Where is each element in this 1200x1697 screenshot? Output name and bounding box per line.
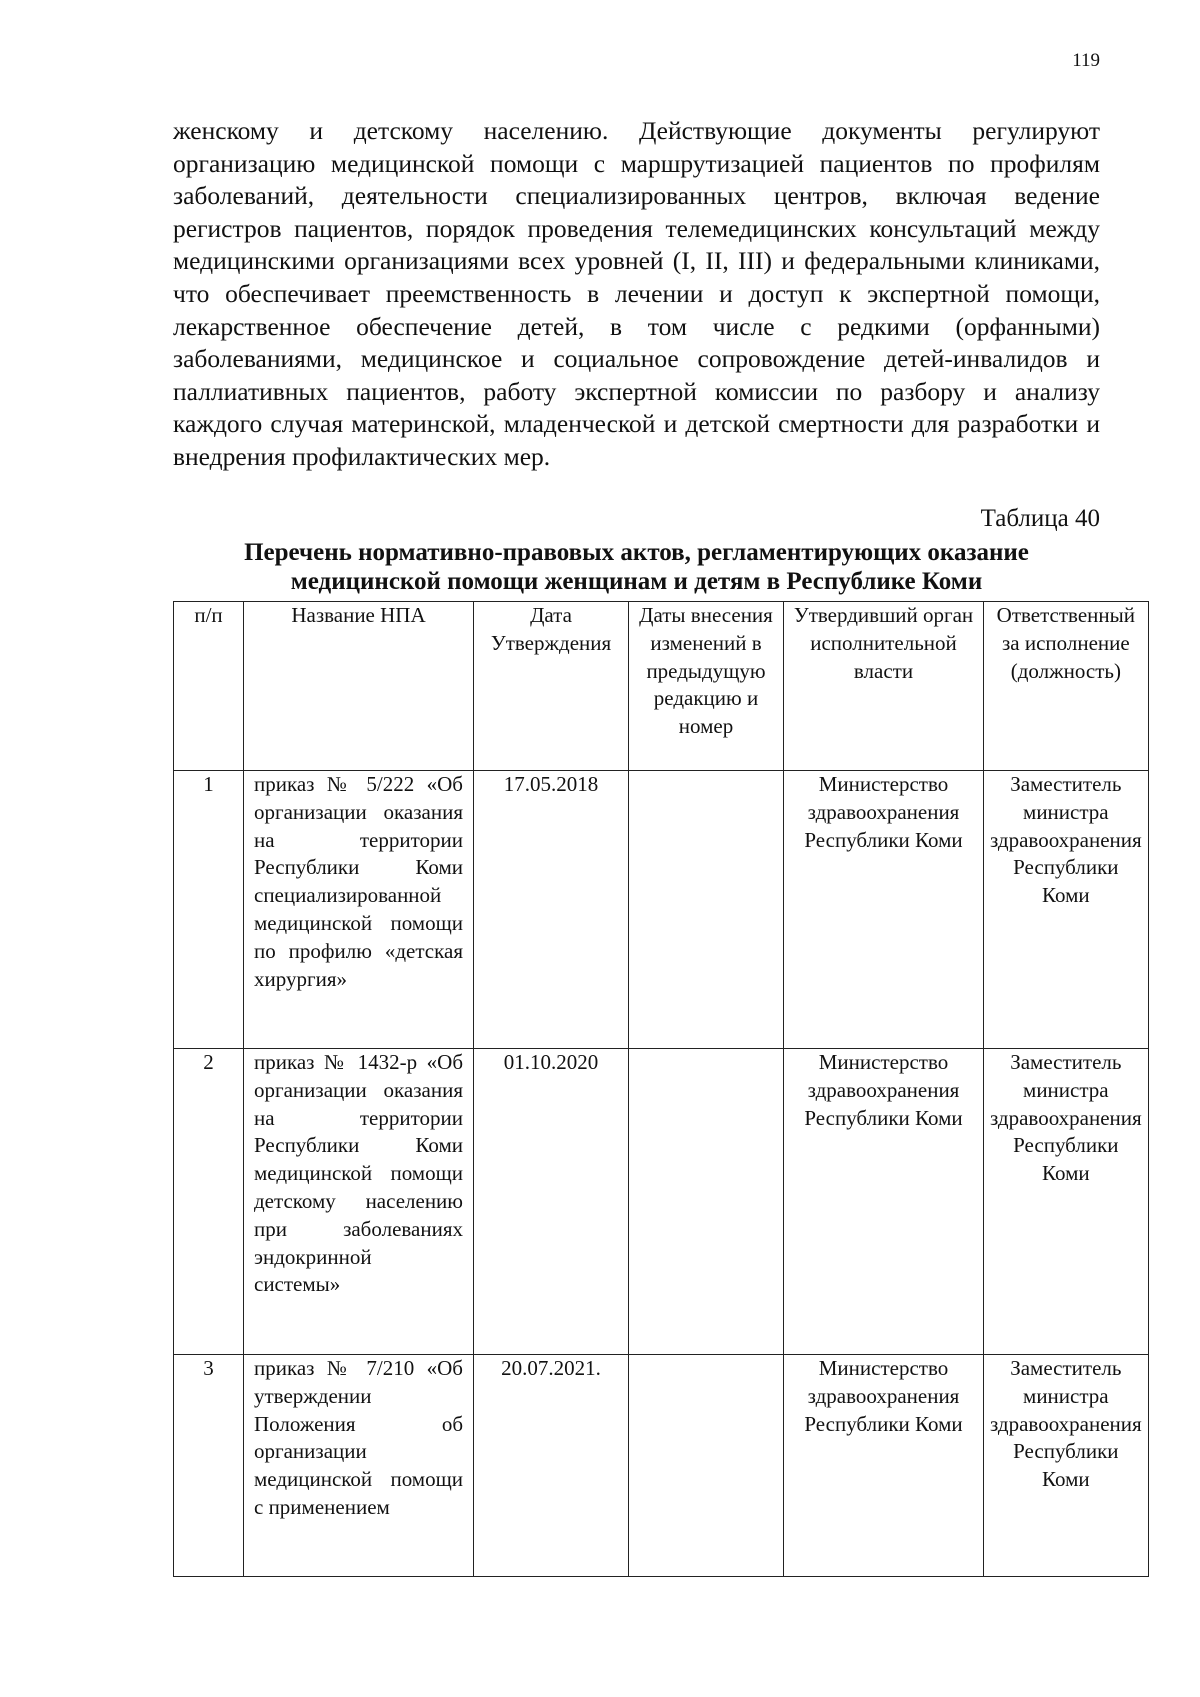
row-changes bbox=[629, 1049, 784, 1355]
npa-table bbox=[173, 601, 1149, 1577]
row-authority: Министерство здравоохранения Республики Коми bbox=[784, 1049, 984, 1355]
header-name: Название НПА bbox=[244, 602, 474, 771]
table-row bbox=[174, 1355, 1149, 1577]
table-row bbox=[174, 1049, 1149, 1355]
table-header-row bbox=[174, 602, 1149, 771]
row-date: 17.05.2018 bbox=[474, 771, 629, 1049]
row-name: приказ № 7/210 «Об утверждении Положения об организации медицинской помощи с применением bbox=[244, 1355, 474, 1577]
page-number: 119 bbox=[1072, 50, 1100, 71]
header-changes: Даты внесения изменений в предыдущую редакцию и номер bbox=[629, 602, 784, 771]
row-num: 2 bbox=[174, 1049, 244, 1355]
row-date: 20.07.2021. bbox=[474, 1355, 629, 1577]
header-date: Дата Утверждения bbox=[474, 602, 629, 771]
row-changes bbox=[629, 771, 784, 1049]
row-name: приказ № 1432-р «Об организации оказания на территории Республики Коми медицинской помощи детскому населению при заболеваниях эндокринной системы» bbox=[244, 1049, 474, 1355]
row-name: приказ № 5/222 «Об организации оказания на территории Республики Коми специализированной медицинской помощи по профилю «детская хирургия» bbox=[244, 771, 474, 1049]
table-label: Таблица 40 bbox=[980, 505, 1100, 532]
row-date: 01.10.2020 bbox=[474, 1049, 629, 1355]
row-responsible: Заместитель министра здравоохранения Республики Коми bbox=[984, 771, 1149, 1049]
row-num: 3 bbox=[174, 1355, 244, 1577]
header-responsible: Ответственный за исполнение (должность) bbox=[984, 602, 1149, 771]
row-num: 1 bbox=[174, 771, 244, 1049]
table-title: Перечень нормативно-правовых актов, регламентирующих оказание медицинской помощи женщинам и детям в Республике Коми bbox=[244, 539, 1029, 595]
table-row bbox=[174, 771, 1149, 1049]
intro-paragraph: женскому и детскому населению. Действующие документы регулируют организацию медицинской помощи с маршрутизацией пациентов по профилям заболеваний, деятельности специализированных центров, включая ведение регистров пациентов, порядок проведения телемедицинских консультаций между медицинскими организациями всех уровней (I, II, III) и федеральными клиниками, что обеспечивает преемственность в лечении и доступ к экспертной помощи, лекарственное обеспечение детей, в том числе с редкими (орфанными) заболеваниями, медицинское и социальное сопровождение детей-инвалидов и паллиативных пациентов, работу экспертной комиссии по разбору и анализу каждого случая материнской, младенческой и детской смертности для разработки и внедрения профилактических мер. bbox=[173, 116, 1100, 471]
row-authority: Министерство здравоохранения Республики Коми bbox=[784, 771, 984, 1049]
row-changes bbox=[629, 1355, 784, 1577]
header-num: п/п bbox=[174, 602, 244, 771]
header-authority: Утвердивший орган исполнительной власти bbox=[784, 602, 984, 771]
row-authority: Министерство здравоохранения Республики Коми bbox=[784, 1355, 984, 1577]
row-responsible: Заместитель министра здравоохранения Республики Коми bbox=[984, 1355, 1149, 1577]
row-responsible: Заместитель министра здравоохранения Республики Коми bbox=[984, 1049, 1149, 1355]
